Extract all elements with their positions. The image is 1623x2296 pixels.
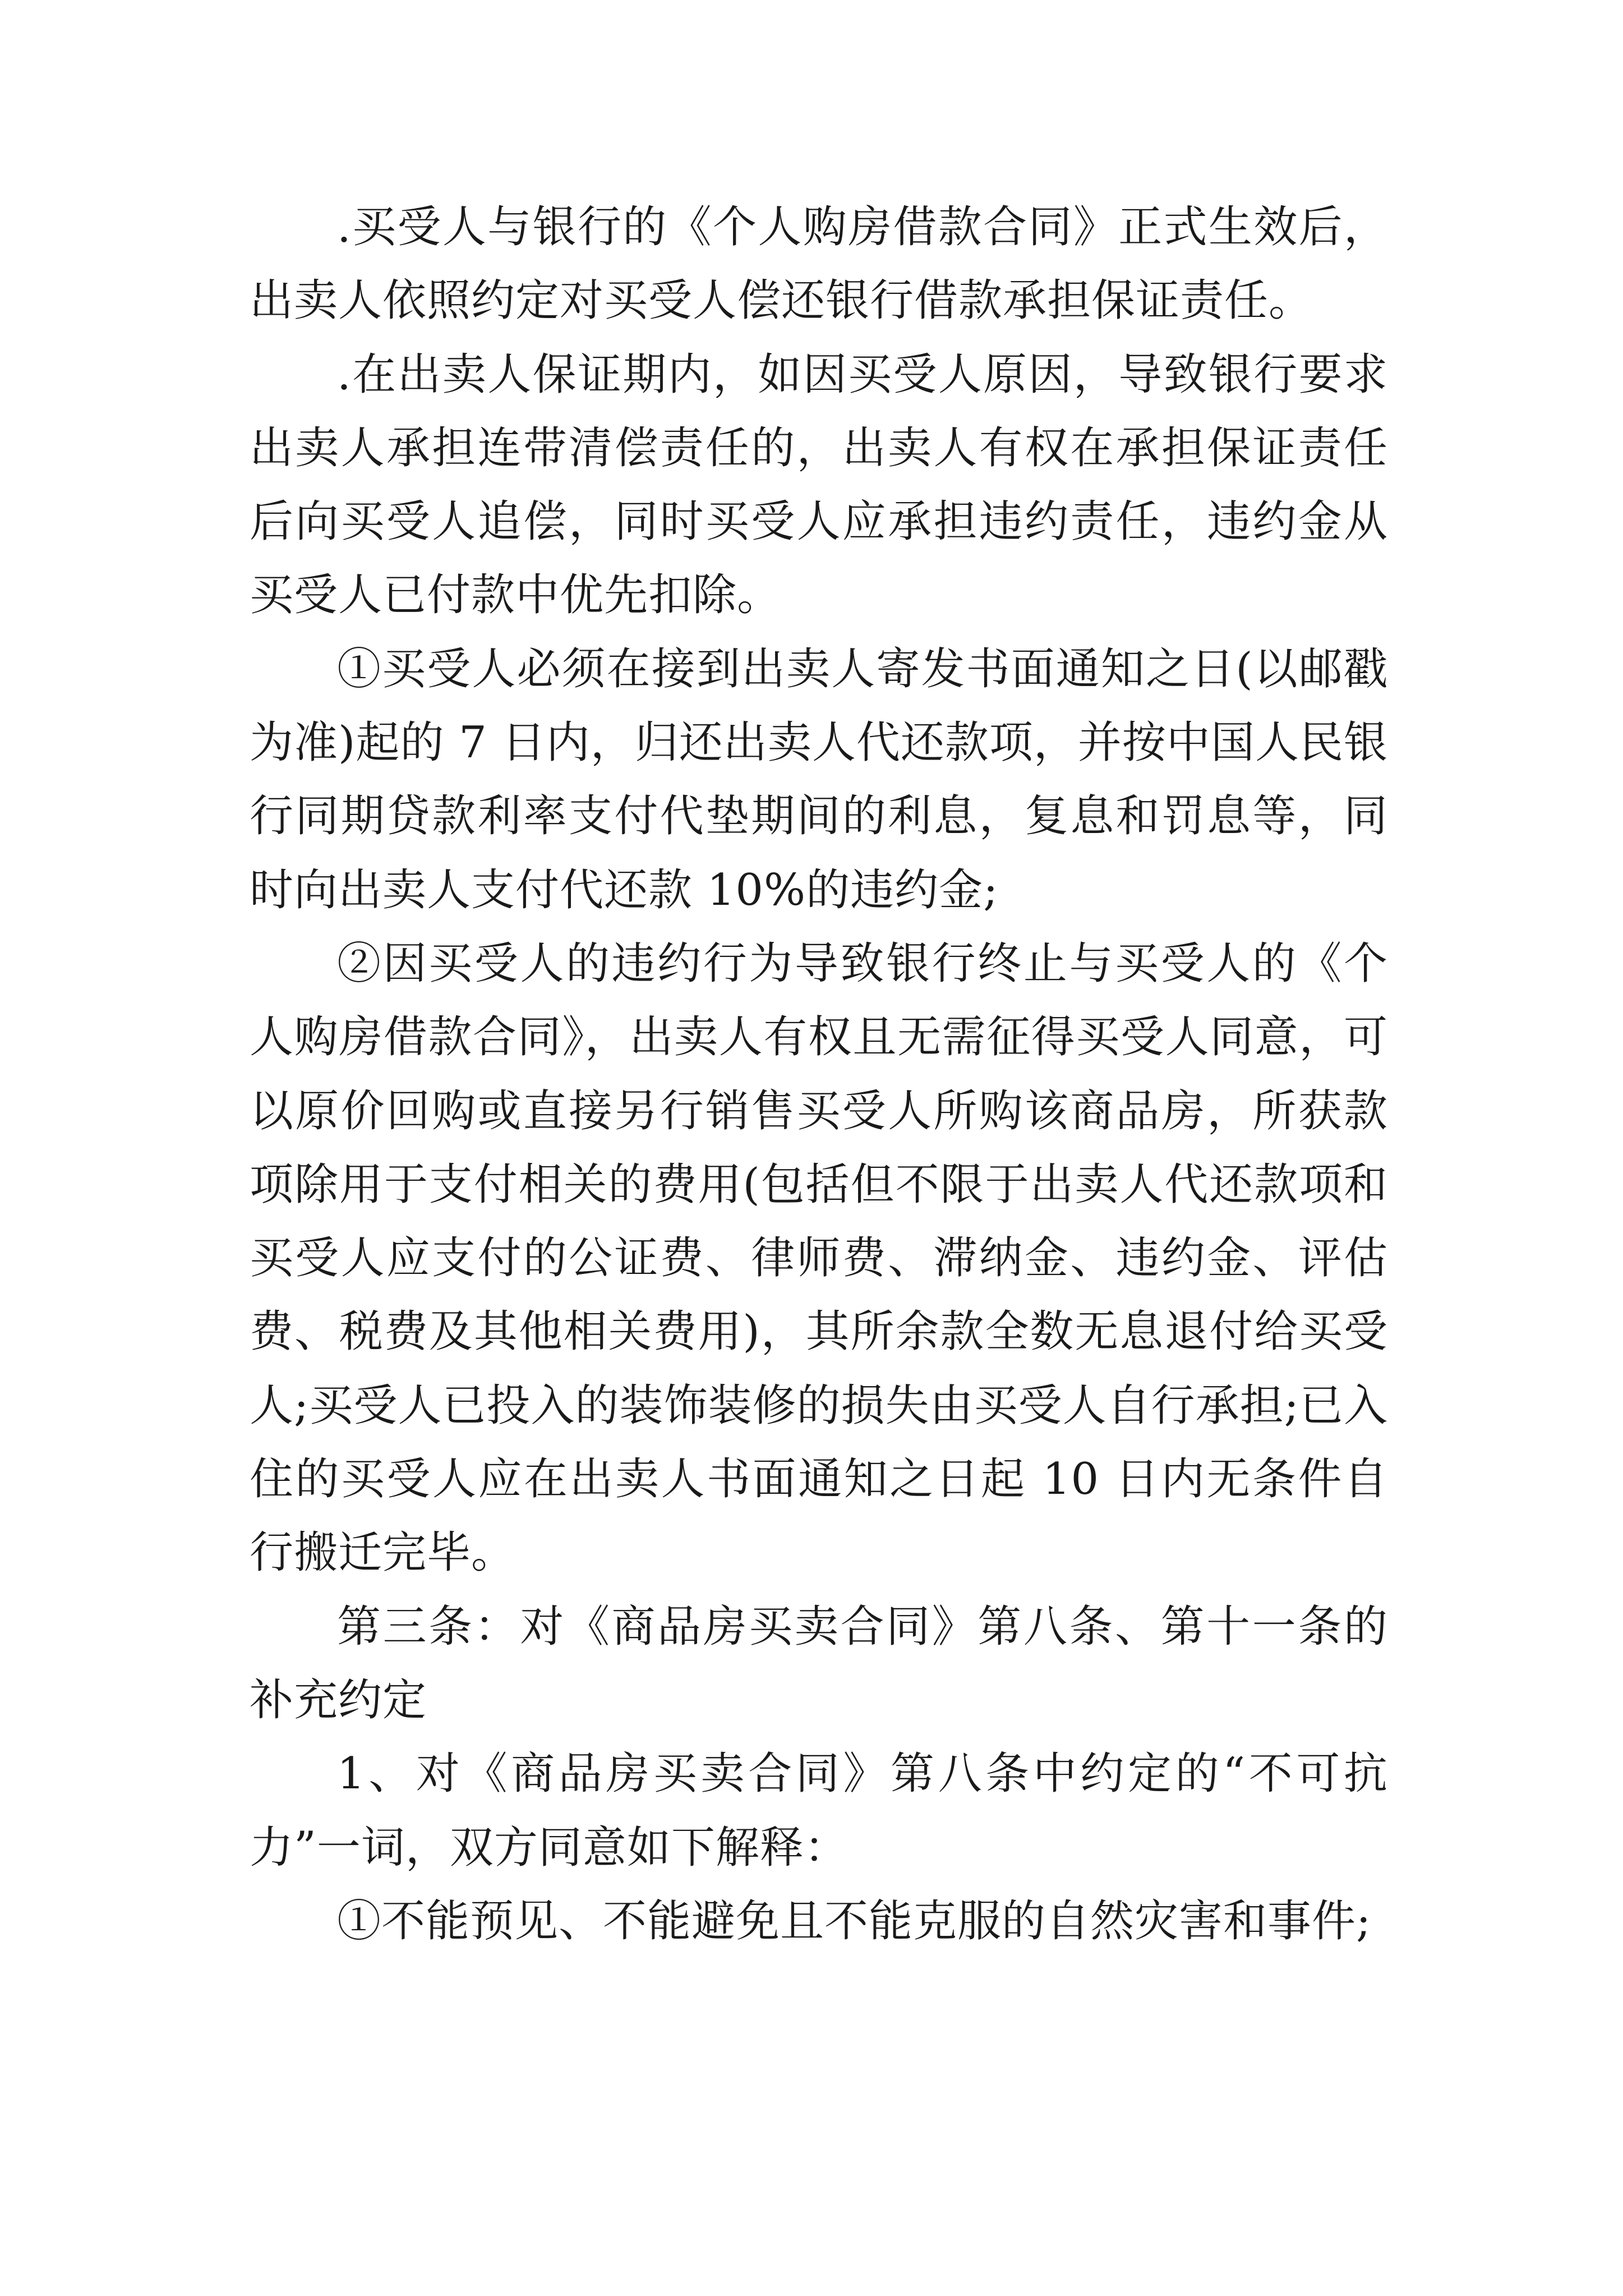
paragraph-force-majeure-item-1: ①不能预见、不能避免且不能克服的自然灾害和事件; xyxy=(337,1895,1372,1947)
paragraph-recourse: .在出卖人保证期内，如因买受人原因，导致银行要求出卖人承担连带清偿责任的，出卖人有权在承担保证责任后向买受人追偿，同时买受人应承担违约责任，违约金从买受人已付款中优先扣除。 xyxy=(250,349,1388,621)
paragraph-force-majeure-definition: 1、对《商品房买卖合同》第八条中约定的“不可抗力”一词，双方同意如下解释： xyxy=(250,1749,1388,1873)
paragraph-guarantee-liability: .买受人与银行的《个人购房借款合同》正式生效后，出卖人依照约定对买受人偿还银行借款承担保证责任。 xyxy=(250,202,1388,326)
paragraph-article-three-heading: 第三条：对《商品房买卖合同》第八条、第十一条的补充约定 xyxy=(250,1601,1388,1726)
paragraph-item-1-repayment: ①买受人必须在接到出卖人寄发书面通知之日(以邮戳为准)起的 7 日内，归还出卖人代还款项，并按中国人民银行同期贷款利率支付代垫期间的利息，复息和罚息等，同时向出卖人支付代还款 10%的违约金; xyxy=(250,643,1388,915)
document-body xyxy=(250,191,1388,1958)
paragraph-item-2-termination: ②因买受人的违约行为导致银行终止与买受人的《个人购房借款合同》，出卖人有权且无需征得买受人同意，可以原价回购或直接另行销售买受人所购该商品房，所获款项除用于支付相关的费用(包括但不限于出卖人代还款项和买受人应支付的公证费、律师费、滞纳金、违约金、评估费、税费及其他相关费用)，其所余款全数无息退付给买受人;买受人已投入的装饰装修的损失由买受人自行承担;已入住的买受人应在出卖人书面通知之日起 10 日内无条件自行搬迁完毕。 xyxy=(250,938,1388,1579)
